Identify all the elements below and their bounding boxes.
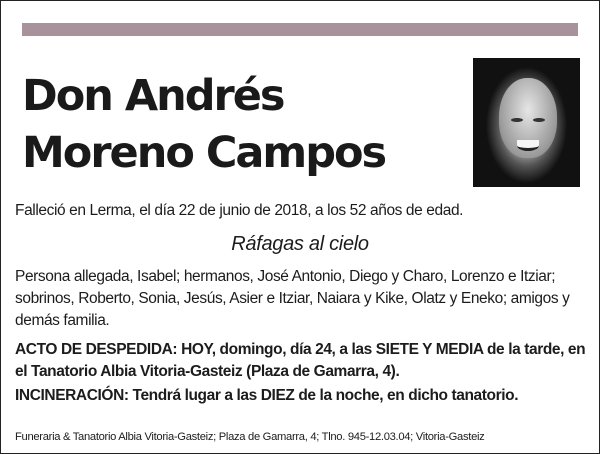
- smile: [517, 140, 539, 151]
- name-line-1: Don Andrés: [22, 71, 284, 121]
- death-notice-line: Falleció en Lerma, el día 22 de junio de 2018, a los 52 años de edad.: [15, 202, 464, 219]
- motto: Ráfagas al cielo: [231, 233, 369, 255]
- portrait-photo: [473, 58, 580, 187]
- eye-left: [511, 118, 523, 122]
- deceased-name: [22, 68, 385, 182]
- family-list: Persona allegada, Isabel; hermanos, José Antonio, Diego y Charo, Lorenzo e Itziar; sobrinos, Roberto, Sonia, Jesús, Asier e Itziar, Naiara y Kike, Olatz y Eneko; amigos y demás familia.: [15, 268, 570, 329]
- eye-right: [533, 118, 545, 122]
- face-shape: [499, 78, 557, 158]
- cremation-info: INCINERACIÓN: Tendrá lugar a las DIEZ de la noche, en dicho tanatorio.: [15, 387, 519, 404]
- header-bar: [22, 23, 578, 36]
- ceremony-info: ACTO DE DESPEDIDA: HOY, domingo, día 24, a las SIETE Y MEDIA de la tarde, en el Tanatorio Albia Vitoria-Gasteiz (Plaza de Gamarra, 4).: [15, 341, 586, 380]
- funeral-home-footer: Funeraria & Tanatorio Albia Vitoria-Gasteiz; Plaza de Gamarra, 4; Tlno. 945-12.03.04; Vitoria-Gasteiz: [15, 431, 485, 443]
- name-line-2: Moreno Campos: [22, 128, 386, 178]
